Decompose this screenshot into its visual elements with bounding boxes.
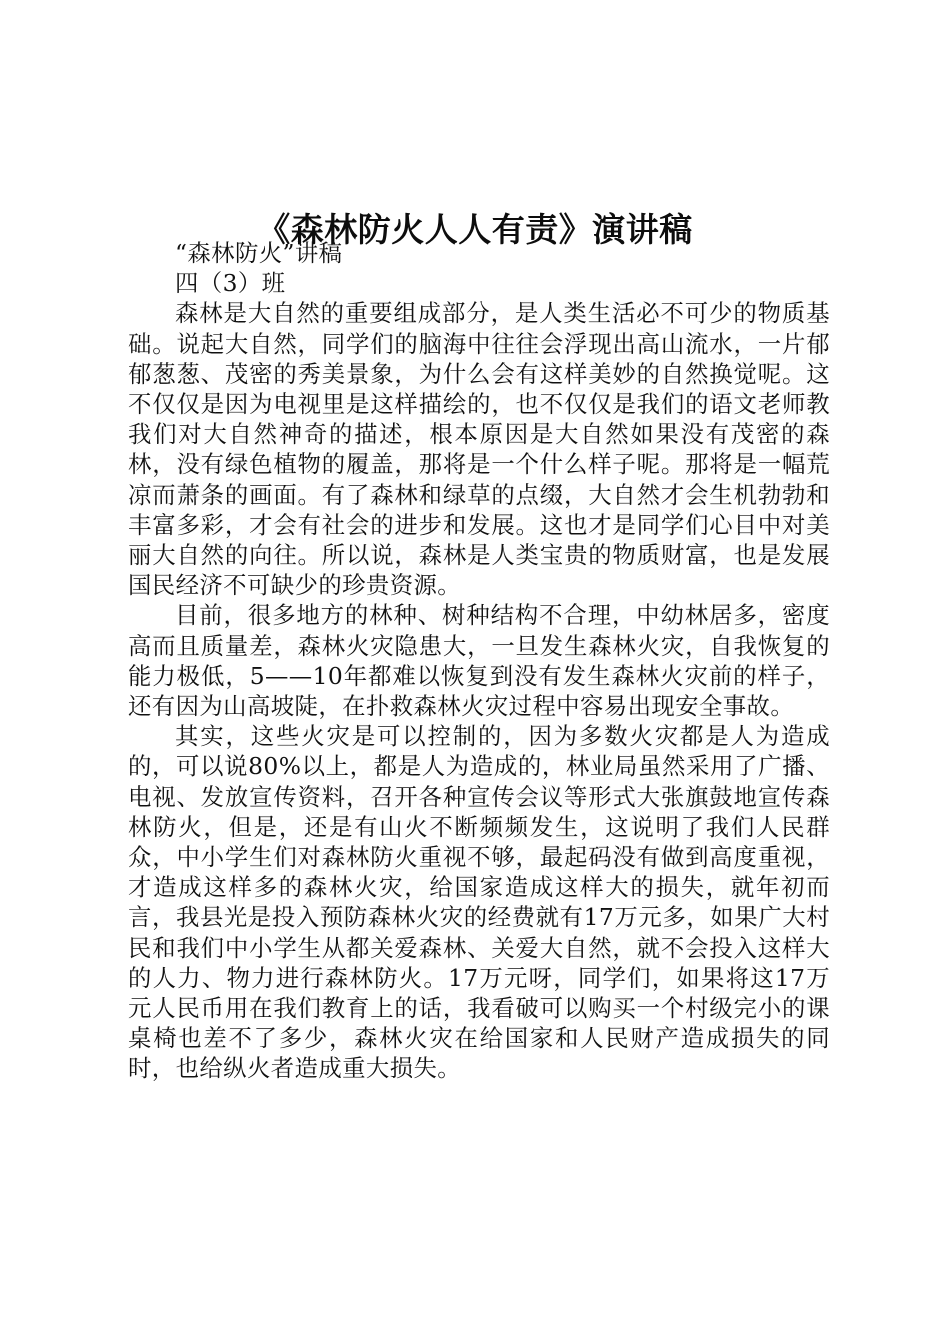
paragraph: 目前，很多地方的林种、树种结构不合理，中幼林居多，密度高而且质量差，森林火灾隐患大，一旦发生森林火灾，自我恢复的能力极低，5——10年都难以恢复到没有发生森林火灾前的样子，还有因为山高坡陡，在扑救森林火灾过程中容易出现安全事故。 xyxy=(128,601,830,721)
paragraph: 森林是大自然的重要组成部分，是人类生活必不可少的物质基础。说起大自然，同学们的脑海中往往会浮现出高山流水，一片郁郁葱葱、茂密的秀美景象，为什么会有这样美妙的自然换觉呢。这不仅仅是因为电视里是这样描绘的，也不仅仅是我们的语文老师教我们对大自然神奇的描述，根本原因是大自然如果没有茂密的森林，没有绿色植物的履盖，那将是一个什么样子呢。那将是一幅荒凉而萧条的画面。有了森林和绿草的点缀，大自然才会生机勃勃和丰富多彩，才会有社会的进步和发展。这也才是同学们心目中对美丽大自然的向往。所以说，森林是人类宝贵的物质财富，也是发展国民经济不可缺少的珍贵资源。 xyxy=(128,299,830,600)
document-title: 《森林防火人人有责》演讲稿 xyxy=(257,210,693,250)
speech-subtitle: “森林防火”讲稿 xyxy=(175,239,343,267)
paragraph: 其实，这些火灾是可以控制的，因为多数火灾都是人为造成的，可以说80%以上，都是人为造成的，林业局虽然采用了广播、电视、发放宣传资料，召开各种宣传会议等形式大张旗鼓地宣传森林防火，但是，还是有山火不断频频发生，这说明了我们人民群众，中小学生们对森林防火重视不够，最起码没有做到高度重视，才造成这样多的森林火灾，给国家造成这样大的损失，就年初而言，我县光是投入预防森林火灾的经费就有17万元多，如果广大村民和我们中小学生从都关爱森林、关爱大自然，就不会投入这样大的人力、物力进行森林防火。17万元呀，同学们，如果将这17万元人民币用在我们教育上的话，我看破可以购买一个村级完小的课桌椅也差不了多少，森林火灾在给国家和人民财产造成损失的同时，也给纵火者造成重大损失。 xyxy=(128,722,830,1083)
class-name: 四（3）班 xyxy=(175,269,286,298)
document-body xyxy=(128,238,830,1084)
